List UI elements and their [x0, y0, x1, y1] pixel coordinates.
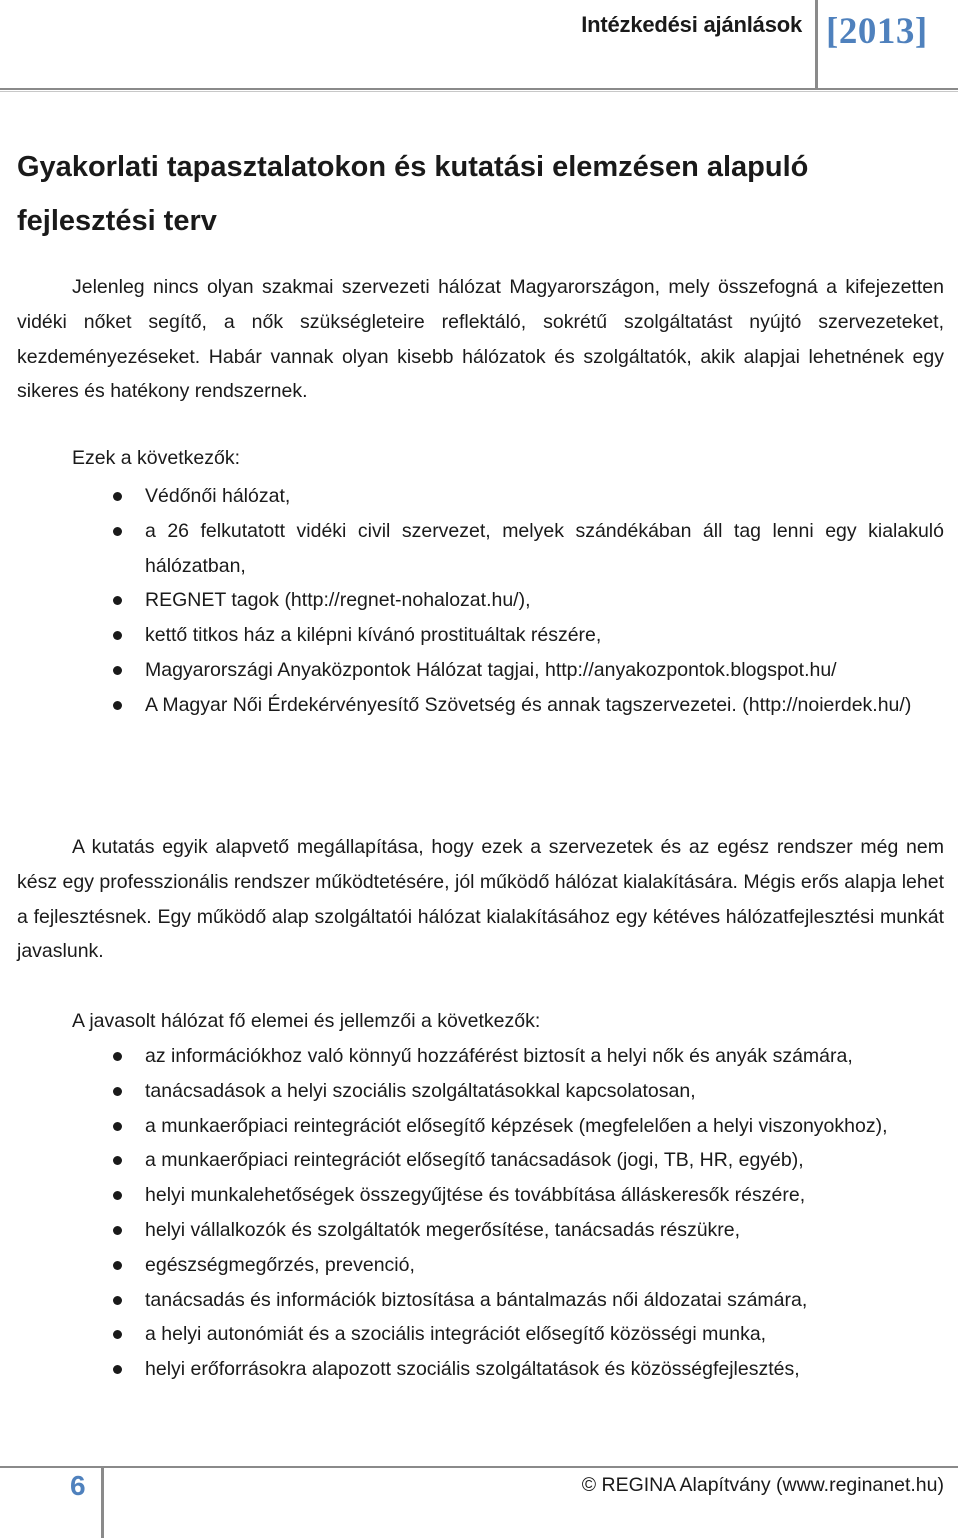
- footer-divider-vertical: [101, 1466, 104, 1538]
- list-item: Védőnői hálózat,: [17, 479, 944, 514]
- list-item: tanácsadás és információk biztosítása a bántalmazás női áldozatai számára,: [17, 1283, 944, 1318]
- list-item: egészségmegőrzés, prevenció,: [17, 1248, 944, 1283]
- list2-intro: A javasolt hálózat fő elemei és jellemzői a következők:: [72, 1010, 541, 1032]
- list-item: kettő titkos ház a kilépni kívánó prostituáltak részére,: [17, 618, 944, 653]
- footer-copyright: © REGINA Alapítvány (www.reginanet.hu): [581, 1474, 944, 1496]
- list-item: REGNET tagok (http://regnet-nohalozat.hu/),: [17, 583, 944, 618]
- list-item: tanácsadások a helyi szociális szolgáltatásokkal kapcsolatosan,: [17, 1074, 944, 1109]
- header-divider-vertical: [815, 0, 818, 88]
- header-rule-shadow: [0, 91, 958, 92]
- list-item: a helyi autonómiát és a szociális integrációt elősegítő közösségi munka,: [17, 1317, 944, 1352]
- footer-rule: [0, 1466, 958, 1468]
- list1-intro: Ezek a következők:: [72, 447, 240, 469]
- list-item: a munkaerőpiaci reintegrációt elősegítő képzések (megfelelően a helyi viszonyokhoz),: [17, 1109, 944, 1144]
- intro-paragraph: Jelenleg nincs olyan szakmai szervezeti hálózat Magyarországon, mely összefogná a kifejezetten vidéki nőket segítő, a nők szükségleteire reflektáló, sokrétű szolgáltatást nyújtó szervezeteket, kezdeményezéseket. Habár vannak olyan kisebb hálózatok és szolgáltatók, akik alapjai lehetnének egy sikeres és hatékony rendszernek.: [17, 276, 944, 403]
- list-item: helyi vállalkozók és szolgáltatók megerősítése, tanácsadás részükre,: [17, 1213, 944, 1248]
- list-item: helyi munkalehetőségek összegyűjtése és továbbítása álláskeresők részére,: [17, 1178, 944, 1213]
- header-year: [2013]: [826, 11, 928, 52]
- list-item: A Magyar Női Érdekérvényesítő Szövetség és annak tagszervezetei. (http://noierdek.hu/): [17, 688, 944, 723]
- list1: [17, 479, 944, 723]
- list-item: a 26 felkutatott vidéki civil szervezet, melyek szándékában áll tag lenni egy kialakuló hálózatban,: [17, 514, 944, 584]
- list-item: Magyarországi Anyaközpontok Hálózat tagjai, http://anyakozpontok.blogspot.hu/: [17, 653, 944, 688]
- header-rule: [0, 88, 958, 90]
- header-title: Intézkedési ajánlások: [581, 12, 802, 37]
- list-item: helyi erőforrásokra alapozott szociális szolgáltatások és közösségfejlesztés,: [17, 1352, 944, 1387]
- list2: [17, 1039, 944, 1387]
- list-item: az információkhoz való könnyű hozzáférést biztosít a helyi nők és anyák számára,: [17, 1039, 944, 1074]
- list-item: a munkaerőpiaci reintegrációt elősegítő tanácsadások (jogi, TB, HR, egyéb),: [17, 1143, 944, 1178]
- footer-page-number: 6: [70, 1470, 86, 1501]
- finding-paragraph: A kutatás egyik alapvető megállapítása, hogy ezek a szervezetek és az egész rendszer még nem kész egy professzionális rendszer működtetésére, jól működő hálózat kialakítására. Mégis erős alapja lehet a fejlesztésnek. Egy működő alap szolgáltatói hálózat kialakításához egy kétéves hálózatfejlesztési munkát javaslunk.: [17, 836, 944, 963]
- section-heading: Gyakorlati tapasztalatokon és kutatási elemzésen alapuló fejlesztési terv: [17, 151, 809, 237]
